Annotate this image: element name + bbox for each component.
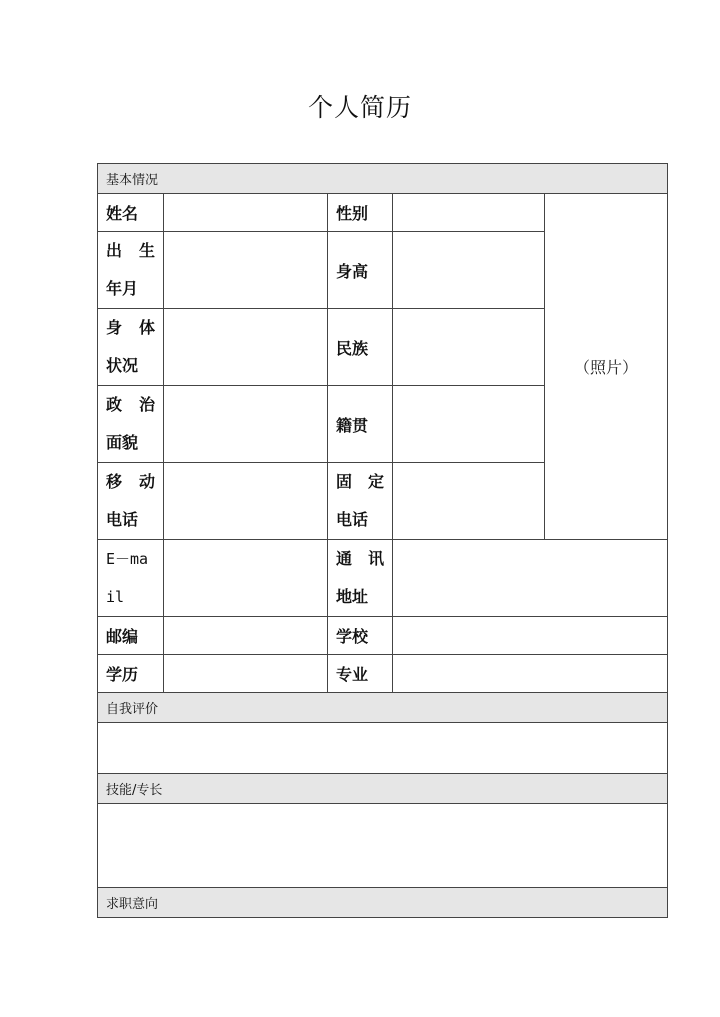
photo-cell[interactable] [545, 194, 668, 540]
label-health [98, 309, 164, 386]
value-name[interactable] [164, 194, 328, 232]
value-education[interactable] [164, 655, 328, 693]
label-part: 移 [106, 472, 123, 491]
value-self-evaluation[interactable] [98, 723, 668, 774]
label-part: 电话 [106, 510, 139, 529]
value-school[interactable] [393, 617, 668, 655]
value-health[interactable] [164, 309, 328, 386]
label-address [328, 540, 393, 617]
value-postcode[interactable] [164, 617, 328, 655]
resume-table [97, 163, 668, 918]
label-mobile [98, 463, 164, 540]
label-part: 面貌 [106, 433, 139, 452]
section-basic-info: 基本情况 [98, 164, 668, 194]
label-education: 学历 [98, 655, 164, 693]
label-part: 通 [336, 549, 353, 568]
label-political-status [98, 386, 164, 463]
label-part: 固 [336, 472, 353, 491]
value-political-status[interactable] [164, 386, 328, 463]
value-skills[interactable] [98, 804, 668, 888]
label-major: 专业 [328, 655, 393, 693]
label-ethnicity: 民族 [328, 309, 393, 386]
section-skills: 技能/专长 [98, 774, 668, 804]
label-postcode: 邮编 [98, 617, 164, 655]
label-part: 年月 [106, 279, 139, 298]
value-gender[interactable] [393, 194, 545, 232]
label-part: 电话 [336, 510, 369, 529]
label-height: 身高 [328, 232, 393, 309]
label-part: 治 [138, 395, 155, 414]
value-address[interactable] [393, 540, 668, 617]
label-name: 姓名 [98, 194, 164, 232]
section-self-evaluation: 自我评价 [98, 693, 668, 723]
value-birth-date[interactable] [164, 232, 328, 309]
label-email [98, 540, 164, 617]
label-native-place: 籍贯 [328, 386, 393, 463]
label-part: 生 [138, 241, 155, 260]
value-landline[interactable] [393, 463, 545, 540]
label-part: 动 [138, 472, 155, 491]
label-part: E－ma [106, 550, 149, 568]
value-mobile[interactable] [164, 463, 328, 540]
label-part: 身 [106, 318, 123, 337]
label-part: 地址 [336, 587, 369, 606]
value-email[interactable] [164, 540, 328, 617]
value-major[interactable] [393, 655, 668, 693]
photo-placeholder: （照片） [574, 358, 639, 377]
label-school: 学校 [328, 617, 393, 655]
section-job-intent: 求职意向 [98, 888, 668, 918]
label-part: 出 [106, 241, 123, 260]
value-height[interactable] [393, 232, 545, 309]
label-part: il [106, 588, 125, 606]
label-birth-date [98, 232, 164, 309]
label-part: 政 [106, 395, 123, 414]
label-landline [328, 463, 393, 540]
page-title: 个人简历 [307, 93, 412, 122]
value-native-place[interactable] [393, 386, 545, 463]
value-ethnicity[interactable] [393, 309, 545, 386]
label-part: 状况 [106, 356, 139, 375]
label-part: 体 [138, 318, 155, 337]
label-gender: 性别 [328, 194, 393, 232]
label-part: 讯 [367, 549, 384, 568]
label-part: 定 [367, 472, 384, 491]
